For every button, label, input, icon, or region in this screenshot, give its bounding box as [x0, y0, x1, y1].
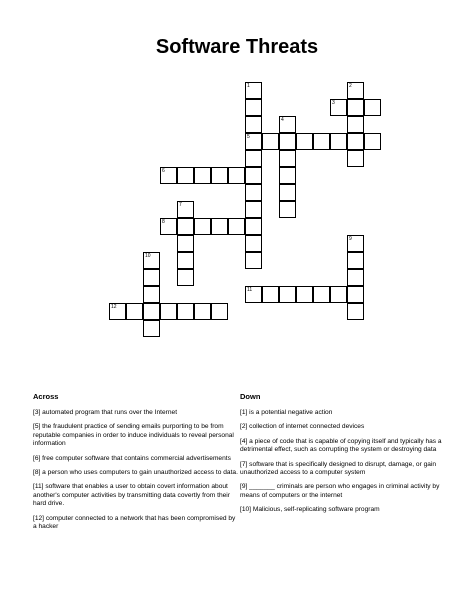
crossword-cell[interactable]: [279, 167, 296, 184]
crossword-cell[interactable]: [211, 303, 228, 320]
crossword-cell[interactable]: [160, 218, 177, 235]
crossword-cell[interactable]: [143, 252, 160, 269]
crossword-cell[interactable]: [228, 218, 245, 235]
crossword-cell[interactable]: [143, 303, 160, 320]
crossword-cell[interactable]: [245, 116, 262, 133]
crossword-cell[interactable]: [109, 303, 126, 320]
crossword-cell[interactable]: [296, 133, 313, 150]
crossword-cell[interactable]: [160, 167, 177, 184]
crossword-cell[interactable]: [245, 218, 262, 235]
clue-number: 3: [332, 100, 335, 106]
crossword-cell[interactable]: [177, 303, 194, 320]
crossword-cell[interactable]: [347, 116, 364, 133]
crossword-cell[interactable]: [126, 303, 143, 320]
clue-number: 9: [349, 236, 352, 242]
crossword-cell[interactable]: [279, 286, 296, 303]
crossword-cell[interactable]: [194, 218, 211, 235]
crossword-cell[interactable]: [347, 269, 364, 286]
down-clue: [1] is a potential negative action: [240, 409, 333, 416]
crossword-cell[interactable]: [245, 184, 262, 201]
across-clue: [6] free computer software that contains commercial advertisements: [33, 454, 231, 462]
crossword-cell[interactable]: [177, 269, 194, 286]
across-clue: [12] computer connected to a network that has been compromised by a hacker: [33, 514, 236, 531]
crossword-cell[interactable]: [177, 218, 194, 235]
crossword-cell[interactable]: [347, 82, 364, 99]
crossword-cell[interactable]: [245, 82, 262, 99]
across-clue: [3] automated program that runs over the Internet: [33, 409, 178, 416]
crossword-cell[interactable]: [245, 235, 262, 252]
crossword-cell[interactable]: [245, 286, 262, 303]
across-clue-list: [33, 409, 239, 537]
down-clue: [10] Malicious, self-replicating software program: [240, 506, 380, 514]
crossword-cell[interactable]: [347, 150, 364, 167]
crossword-cell[interactable]: [364, 133, 381, 150]
clue-number: 4: [281, 117, 284, 123]
crossword-cell[interactable]: [143, 269, 160, 286]
crossword-cell[interactable]: [143, 320, 160, 337]
across-clue: [11] software that enables a user to obtain covert information about another's computer activities by transmitting data covertly from their hard drive.: [33, 483, 230, 508]
clue-number: 8: [162, 219, 165, 225]
across-clue: [5] the fraudulent practice of sending emails purporting to be from reputable companies in order to induce individuals to reveal personal information: [33, 423, 234, 448]
crossword-cell[interactable]: [245, 150, 262, 167]
crossword-cell[interactable]: [347, 286, 364, 303]
crossword-cell[interactable]: [245, 252, 262, 269]
crossword-cell[interactable]: [330, 286, 347, 303]
clue-number: 5: [247, 134, 250, 140]
crossword-cell[interactable]: [279, 150, 296, 167]
crossword-cell[interactable]: [330, 99, 347, 116]
crossword-cell[interactable]: [279, 201, 296, 218]
down-clue: [2] collection of internet connected devices: [240, 423, 365, 431]
crossword-cell[interactable]: [262, 286, 279, 303]
crossword-cell[interactable]: [177, 235, 194, 252]
crossword-cell[interactable]: [245, 133, 262, 150]
down-clue: [4] a piece of code that is capable of copying itself and typically has a detrimental effect, such as corrupting the system or destroying data: [240, 437, 442, 454]
crossword-cell[interactable]: [177, 167, 194, 184]
crossword-cell[interactable]: [177, 252, 194, 269]
crossword-cell[interactable]: [313, 133, 330, 150]
crossword-cell[interactable]: [211, 167, 228, 184]
down-clue-list: [240, 409, 446, 521]
crossword-cell[interactable]: [347, 133, 364, 150]
crossword-cell[interactable]: [330, 133, 347, 150]
page-title: Software Threats: [155, 36, 319, 58]
down-clue: [9] _______ criminals are person who engages in criminal activity by means of computers or the internet: [240, 483, 440, 499]
clue-number: 7: [179, 202, 182, 208]
crossword-cell[interactable]: [245, 99, 262, 116]
crossword-cell[interactable]: [347, 235, 364, 252]
crossword-cell[interactable]: [160, 303, 177, 320]
crossword-cell[interactable]: [279, 116, 296, 133]
clue-number: 12: [111, 304, 117, 310]
down-clue: [7] software that is specifically designed to disrupt, damage, or gain unauthorized access to a computer system: [240, 460, 437, 477]
crossword-cell[interactable]: [347, 252, 364, 269]
crossword-cell[interactable]: [364, 99, 381, 116]
crossword-cell[interactable]: [211, 218, 228, 235]
crossword-cell[interactable]: [313, 286, 330, 303]
crossword-cell[interactable]: [279, 133, 296, 150]
crossword-cell[interactable]: [228, 167, 245, 184]
crossword-cell[interactable]: [262, 133, 279, 150]
across-clue: [8] a person who uses computers to gain unauthorized access to data.: [33, 469, 238, 477]
across-heading: Across: [33, 392, 59, 401]
clue-number: 6: [162, 168, 165, 174]
clue-number: 1: [247, 83, 250, 89]
clue-number: 11: [247, 287, 253, 293]
clue-number: 10: [145, 253, 151, 259]
crossword-cell[interactable]: [177, 201, 194, 218]
down-heading: Down: [240, 392, 261, 401]
crossword-cell[interactable]: [347, 303, 364, 320]
crossword-cell[interactable]: [245, 167, 262, 184]
crossword-cell[interactable]: [194, 167, 211, 184]
crossword-cell[interactable]: [296, 286, 313, 303]
clue-number: 2: [349, 83, 352, 89]
crossword-cell[interactable]: [194, 303, 211, 320]
crossword-cell[interactable]: [143, 286, 160, 303]
crossword-cell[interactable]: [347, 99, 364, 116]
crossword-cell[interactable]: [279, 184, 296, 201]
crossword-cell[interactable]: [245, 201, 262, 218]
